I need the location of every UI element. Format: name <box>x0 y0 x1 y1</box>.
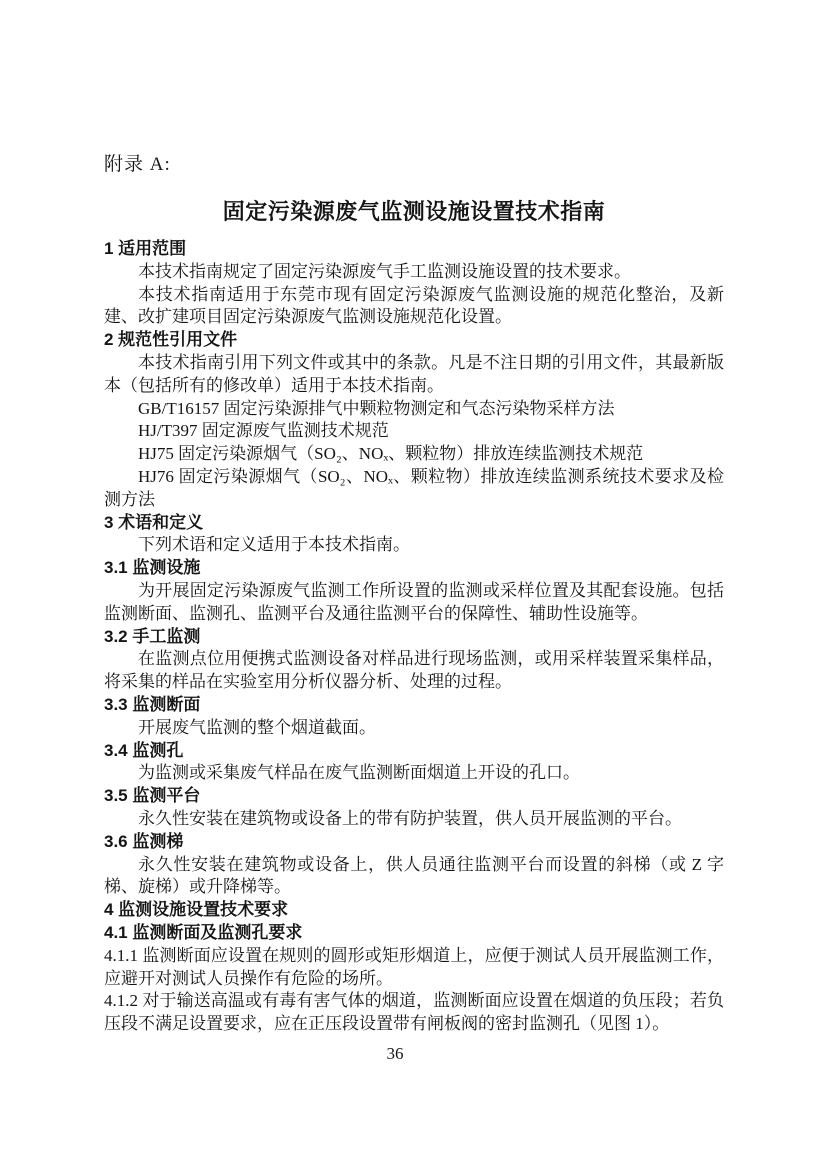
reference-item: HJ76 固定污染源烟气（SO₂、NOₓ、颗粒物）排放连续监测系统技术要求及检测方法 <box>104 466 724 509</box>
reference-item: HJ/T397 固定源废气监测技术规范 <box>138 421 389 441</box>
paragraph: 本技术指南规定了固定污染源废气手工监测设施设置的技术要求。 <box>138 261 631 281</box>
reference-item: GB/T16157 固定污染源排气中颗粒物测定和气态污染物采样方法 <box>138 398 615 418</box>
clause-paragraph: 4.1.1 监测断面应设置在规则的圆形或矩形烟道上，应便于测试人员开展监测工作，应避开对测试人员操作有危险的场所。 <box>104 945 724 988</box>
paragraph: 为监测或采集废气样品在废气监测断面烟道上开设的孔口。 <box>138 763 580 783</box>
section-heading-references: 2 规范性引用文件 <box>104 330 238 350</box>
paragraph: 下列术语和定义适用于本技术指南。 <box>138 535 410 555</box>
paragraph: 本技术指南引用下列文件或其中的条款。凡是不注日期的引用文件，其最新版本（包括所有的修改单）适用于本技术指南。 <box>104 352 724 395</box>
paragraph: 在监测点位用便携式监测设备对样品进行现场监测，或用采样装置采集样品，将采集的样品在实验室用分析仪器分析、处理的过程。 <box>104 649 724 692</box>
subsection-heading: 3.5 监测平台 <box>104 786 201 806</box>
section-heading-scope: 1 适用范围 <box>104 239 187 258</box>
document-content <box>104 150 724 1036</box>
clause-paragraph: 4.1.2 对于输送高温或有毒有害气体的烟道，监测断面应设置在烟道的负压段；若负压段不满足设置要求，应在正压段设置带有闸板阀的密封监测孔（见图 1）。 <box>104 991 724 1034</box>
subsection-heading: 3.1 监测设施 <box>104 558 201 578</box>
subsection-heading: 3.3 监测断面 <box>104 694 201 714</box>
paragraph: 永久性安装在建筑物或设备上，供人员通往监测平台而设置的斜梯（或 Z 字梯、旋梯）或升降梯等。 <box>104 854 724 897</box>
document-title: 固定污染源废气监测设施设置技术指南 <box>222 199 606 224</box>
subsection-heading: 3.4 监测孔 <box>104 740 184 760</box>
reference-item: HJ75 固定污染源烟气（SO₂、NOₓ、颗粒物）排放连续监测技术规范 <box>138 444 644 464</box>
paragraph: 本技术指南适用于东莞市现有固定污染源废气监测设施的规范化整治，及新建、改扩建项目固定污染源废气监测设施规范化设置。 <box>104 284 724 327</box>
section-heading-requirements: 4 监测设施设置技术要求 <box>104 900 289 920</box>
paragraph: 永久性安装在建筑物或设备上的带有防护装置，供人员开展监测的平台。 <box>138 808 682 828</box>
subsection-heading: 3.6 监测梯 <box>104 831 184 851</box>
section-heading-terms: 3 术语和定义 <box>104 512 204 532</box>
paragraph: 开展废气监测的整个烟道截面。 <box>138 717 376 737</box>
subsection-heading: 3.2 手工监测 <box>104 626 201 646</box>
document-body <box>104 238 724 1036</box>
appendix-label: 附录 A: <box>104 154 171 175</box>
paragraph: 为开展固定污染源废气监测工作所设置的监测或采样位置及其配套设施。包括监测断面、监测孔、监测平台及通往监测平台的保障性、辅助性设施等。 <box>104 580 724 623</box>
subsection-heading: 4.1 监测断面及监测孔要求 <box>104 922 303 942</box>
page-number: 36 <box>386 1044 404 1063</box>
